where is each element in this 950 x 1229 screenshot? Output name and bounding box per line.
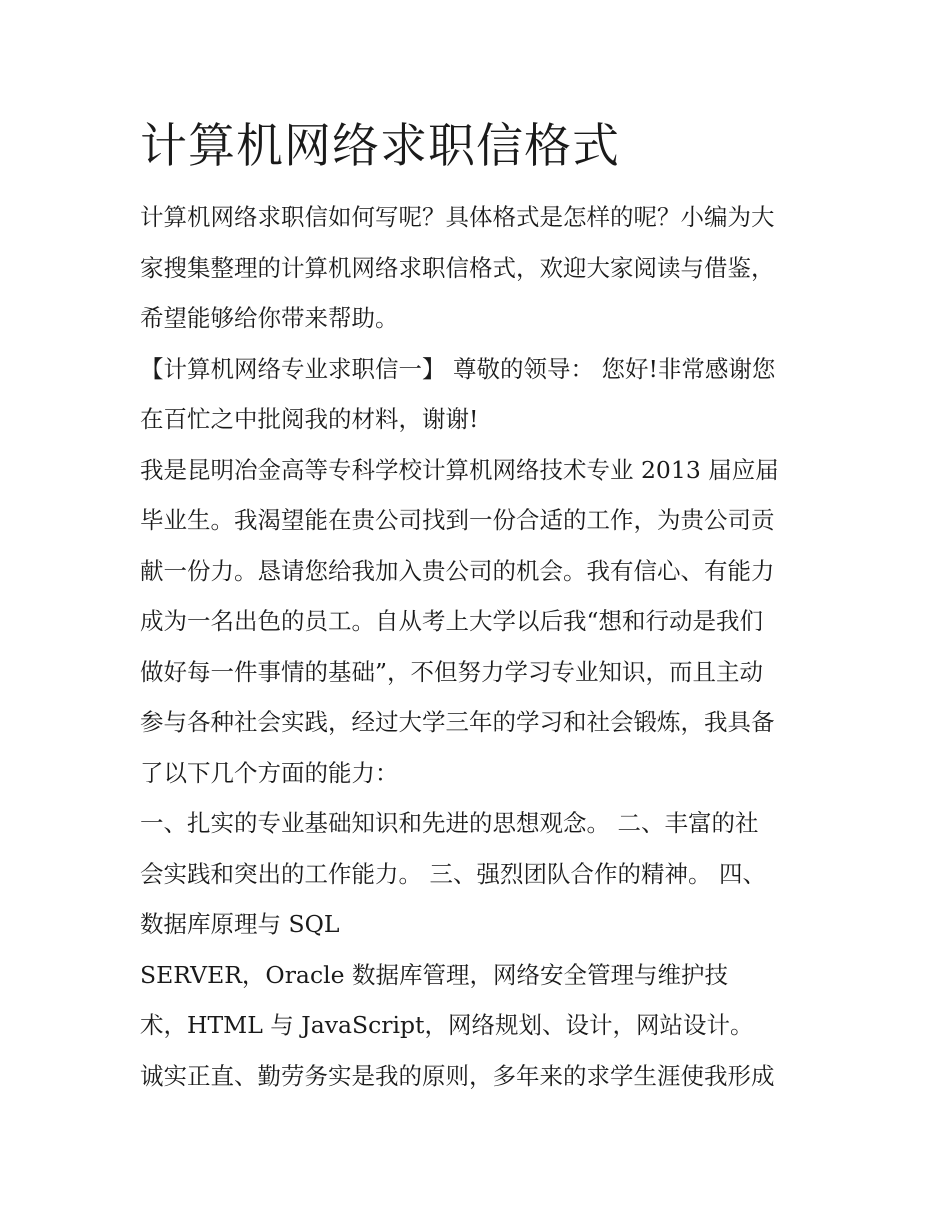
body-line: 希望能够给你带来帮助。 [140,304,399,332]
body-line: 成为一名出色的员工。自从考上大学以后我“想和行动是我们 [140,607,764,635]
body-line: SERVER，Oracle 数据库管理，网络安全管理与维护技 [140,960,728,989]
body-line: 了以下几个方面的能力： [140,758,399,787]
body-line: 在百忙之中批阅我的材料，谢谢! [140,405,479,433]
body-line: 献一份力。恳请您给我加入贵公司的机会。我有信心、有能力 [140,556,775,585]
document-page [140,112,816,1101]
body-line: 会实践和突出的工作能力。 三、强烈团队合作的精神。 四、 [140,859,766,888]
body-line: 一、扎实的专业基础知识和先进的思想观念。 二、丰富的社 [140,809,759,837]
body-line: 毕业生。我渴望能在贵公司找到一份合适的工作，为贵公司贡 [140,506,775,534]
body-line: 家搜集整理的计算机网络求职信格式，欢迎大家阅读与借鉴， [140,253,775,282]
body-line: 计算机网络求职信如何写呢？具体格式是怎样的呢？小编为大 [140,203,775,231]
body-line: 术，HTML 与 JavaScript，网络规划、设计，网站设计。 [140,1011,754,1039]
body-line: 我是昆明冶金高等专科学校计算机网络技术专业 2013 届应届 [140,455,779,484]
body-line: 数据库原理与 SQL [140,910,340,938]
body-line: 做好每一件事情的基础”，不但努力学习专业知识，而且主动 [140,657,764,686]
body-line: 【计算机网络专业求职信一】 尊敬的领导： 您好!非常感谢您 [140,354,776,383]
body-line: 诚实正直、勤劳务实是我的原则，多年来的求学生涯使我形成 [140,1061,775,1090]
body-line: 参与各种社会实践，经过大学三年的学习和社会锻炼，我具备 [140,708,775,736]
document-title: 计算机网络求职信格式 [140,119,620,174]
